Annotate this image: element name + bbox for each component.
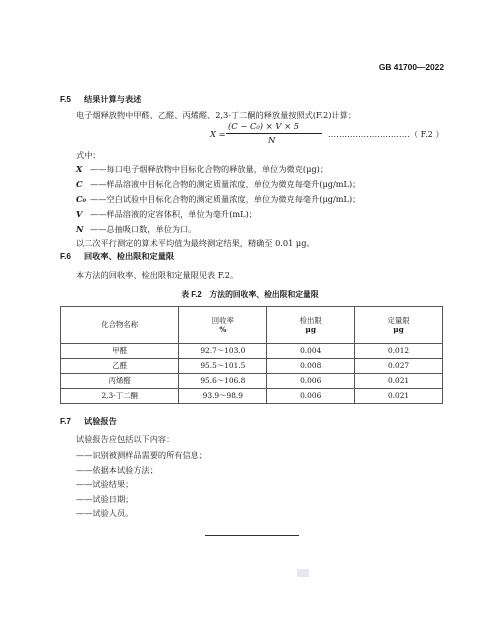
section-heading-f6: [60, 252, 174, 262]
table-cell: 2,3-丁二酮: [61, 389, 179, 404]
section-heading-f7: [60, 417, 117, 427]
variable-list: [76, 164, 360, 239]
end-rule: [205, 535, 299, 536]
column-header: 回收率 %: [179, 307, 267, 344]
table-cell: 93.9～98.9: [179, 389, 267, 404]
variable-item: N ——总抽吸口数，单位为口。: [76, 224, 197, 234]
table-row: [61, 359, 443, 374]
table-row: [61, 374, 443, 389]
table-header-row: [61, 307, 443, 344]
table-cell: 0.008: [267, 359, 355, 374]
paragraph: 试验报告应包括以下内容：: [76, 434, 175, 444]
table-cell: 0.006: [267, 374, 355, 389]
variable-item: X ——每口电子烟释放物中目标化合物的释放量，单位为微克(μg)；: [76, 164, 329, 174]
list-item: ——试验结果；: [76, 479, 134, 489]
column-header: 检出限 μg: [267, 307, 355, 344]
equation-number: …………………………（ F.2 ）: [328, 129, 444, 139]
list-item: ——依据本试验方法；: [76, 464, 158, 475]
table-cell: 丙烯醛: [61, 374, 179, 389]
report-item-list: [76, 450, 207, 523]
section-title: 回收率、检出限和定量限: [84, 252, 175, 261]
column-header: 化合物名称: [61, 307, 179, 344]
table-cell: 95.6～106.8: [179, 374, 267, 389]
table-row: [61, 389, 443, 404]
section-number: F.5: [60, 95, 71, 104]
where-label: 式中：: [76, 150, 101, 160]
table-cell: 95.5～101.5: [179, 359, 267, 374]
table-row: [61, 344, 443, 359]
variable-item: V ——样品溶液的定容体积，单位为毫升(mL)；: [76, 209, 257, 219]
section-title: 试验报告: [84, 417, 117, 426]
table-cell: 0.027: [355, 359, 443, 374]
column-header: 定量限 μg: [355, 307, 443, 344]
paragraph: 本方法的回收率、检出限和定量限见表 F.2。: [76, 270, 239, 280]
section-title: 结果计算与表述: [84, 95, 142, 104]
table-cell: 0.012: [355, 344, 443, 359]
paragraph: 电子烟释放物中甲醛、乙醛、丙烯醛、2,3-丁二酮的释放量按照式(F.2)计算：: [76, 110, 357, 120]
list-item: ——识别被测样品需要的所有信息；: [76, 450, 208, 460]
fraction-bar: [226, 133, 322, 134]
variable-item: C₀ ——空白试验中目标化合物的测定质量浓度，单位为微克每毫升(μg/mL)；: [76, 194, 361, 204]
paragraph: 以二次平行测定的算术平均值为最终测定结果，精确至 0.01 μg。: [76, 238, 315, 248]
standard-number: GB 41700—2022: [378, 62, 444, 72]
formula-lhs: X =: [210, 129, 226, 139]
list-item: ——试验日期；: [76, 493, 134, 504]
list-item: ——试验人员。: [76, 508, 134, 518]
variable-item: C ——样品溶液中目标化合物的测定质量浓度，单位为微克每毫升(μg/mL)；: [76, 179, 361, 189]
formula-denominator: N: [268, 135, 276, 145]
table-cell: 0.021: [355, 374, 443, 389]
table-cell: 0.021: [355, 389, 443, 404]
page-mark: [297, 569, 309, 577]
table-cell: 0.004: [267, 344, 355, 359]
table-cell: 92.7～103.0: [179, 344, 267, 359]
table-cell: 0.006: [267, 389, 355, 404]
table-cell: 甲醛: [61, 344, 179, 359]
formula-numerator: (C − C₀) × V × 5: [228, 121, 300, 131]
table-caption: 表 F.2 方法的回收率、检出限和定量限: [181, 290, 319, 299]
results-table: [60, 306, 443, 404]
section-number: F.7: [60, 417, 71, 426]
table-cell: 乙醛: [61, 359, 179, 374]
section-number: F.6: [60, 252, 71, 261]
section-heading-f5: [60, 95, 141, 105]
